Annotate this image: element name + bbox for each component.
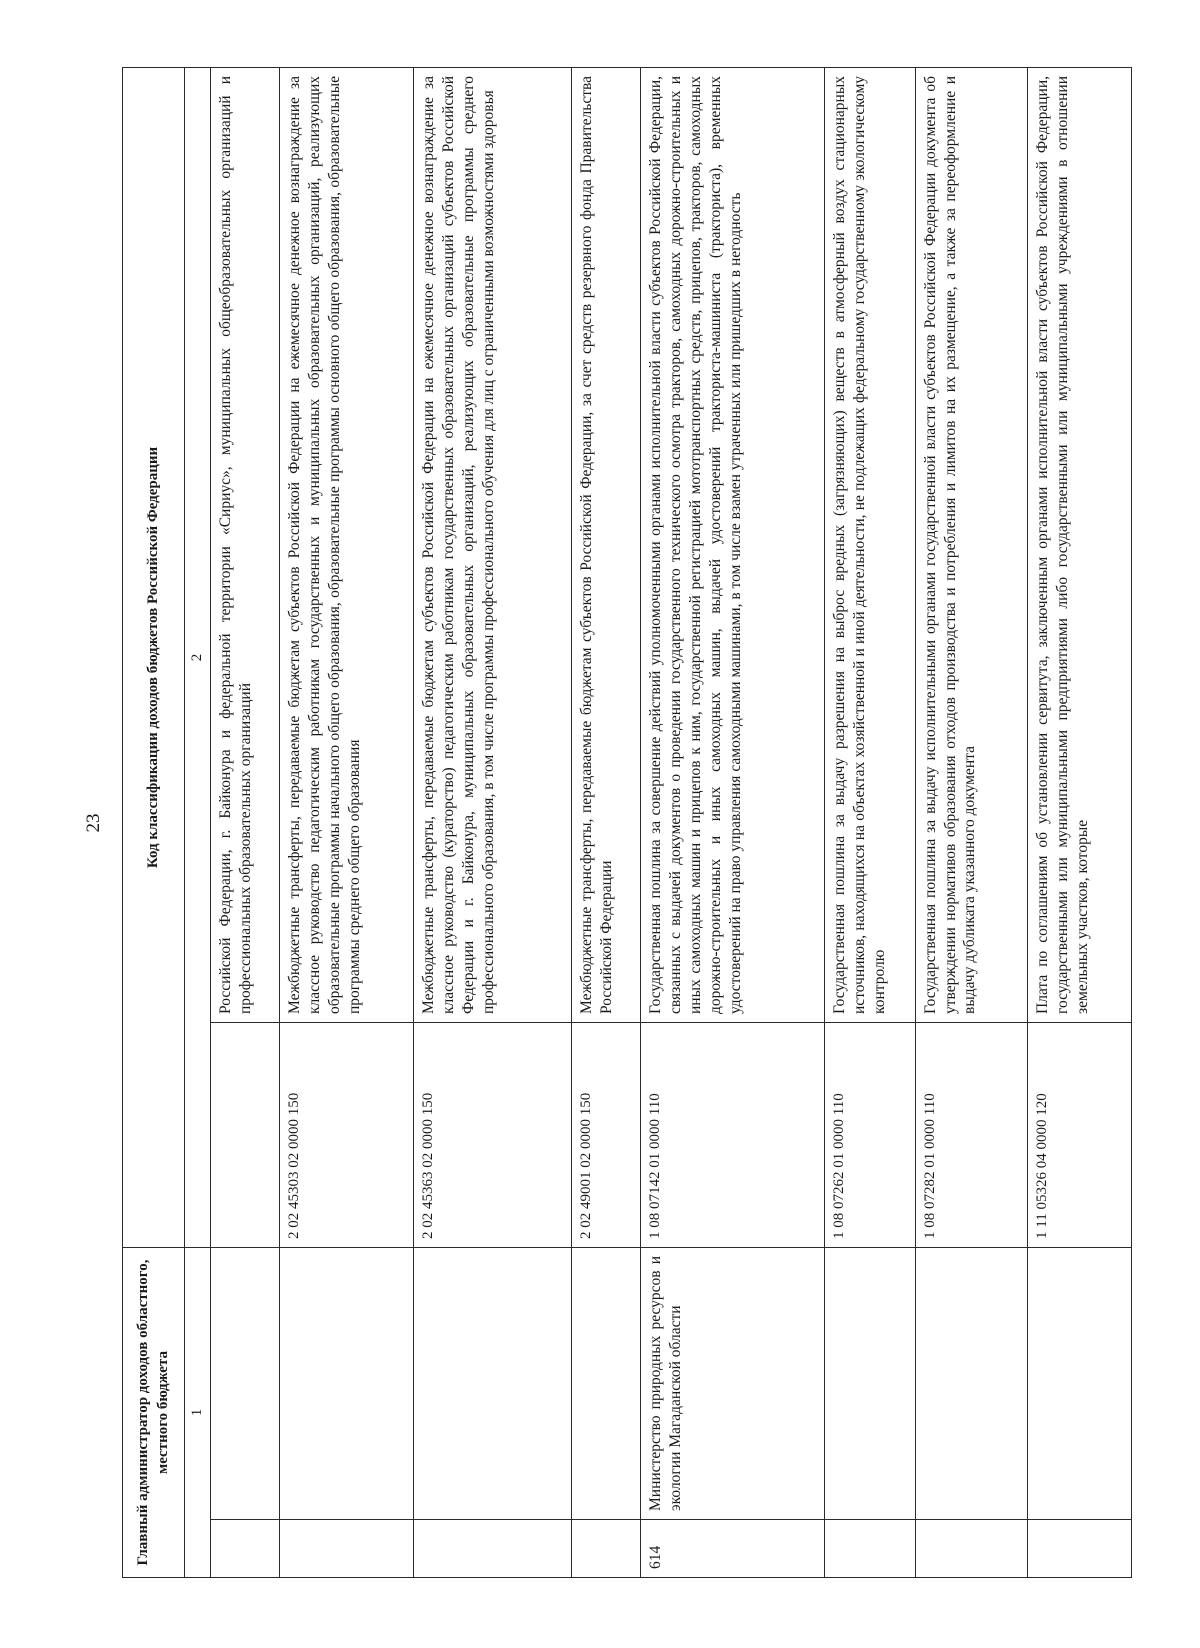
description-cell: Государственная пошлина за выдачу разрешения на выброс вредных (загрязняющих) веществ в атмосферный воздух стационарных источников, находящихся на объектах хозяйственной и иной деятельности, не подлежащих федеральному государственному экологическому контролю: [825, 67, 916, 1022]
admin-name-cell: [211, 1247, 280, 1519]
classification-code-cell: 2 02 45363 02 0000 150: [414, 1022, 572, 1247]
description-cell: Государственная пошлина за выдачу исполнительными органами государственной власти субъектов Российской Федерации документа об утверждении нормативов образования отходов производства и потребления и лимитов на их размещение, а также за переоформление и выдачу дубликата указанного документа: [915, 67, 1027, 1022]
admin-column-header: Главный администратор доходов областного, местного бюджета: [123, 1247, 185, 1577]
description-cell: Российской Федерации, г. Байконура и федеральной территории «Сириус», муниципальных общеобразовательных организаций и профессиональных образовательных организаций: [211, 67, 280, 1022]
table-row: [572, 67, 641, 1577]
description-cell: Плата по соглашениям об установлении сервитута, заключенным органами исполнительной власти субъектов Российской Федерации, государственными или муниципальными предприятиями либо государственными или муниципальными учреждениями в отношении земельных участков, которые: [1028, 67, 1132, 1022]
table-row: [414, 67, 572, 1577]
rotated-page-content: [122, 68, 1132, 1578]
admin-code-cell: [572, 1520, 641, 1578]
classification-code-cell: 2 02 49001 02 0000 150: [572, 1022, 641, 1247]
admin-name-cell: Министерство природных ресурсов и экологии Магаданской области: [641, 1247, 825, 1519]
admin-code-cell: [1028, 1520, 1132, 1578]
admin-code-cell: [915, 1520, 1027, 1578]
admin-name-cell: [572, 1247, 641, 1519]
code-column-header: Код классификации доходов бюджетов Российской Федерации: [123, 67, 185, 1247]
admin-code-cell: [414, 1520, 572, 1578]
revenue-classification-table: [122, 67, 1132, 1578]
description-cell: Межбюджетные трансферты, передаваемые бюджетам субъектов Российской Федерации на ежемесячное денежное вознаграждение за классное руководство педагогическим работникам государственных и муниципальных образовательных организаций, реализующих образовательные программы начального общего образования, образовательные программы основного общего образования, образовательные программы среднего общего образования: [280, 67, 414, 1022]
table-row: [825, 67, 916, 1577]
admin-name-cell: [825, 1247, 916, 1519]
classification-code-cell: [211, 1022, 280, 1247]
column-index-1: 1: [185, 1247, 211, 1577]
table-row: [211, 67, 280, 1577]
admin-name-cell: [915, 1247, 1027, 1519]
classification-code-cell: 1 08 07142 01 0000 110: [641, 1022, 825, 1247]
table-row: [641, 67, 825, 1577]
admin-name-cell: [414, 1247, 572, 1519]
classification-code-cell: 1 08 07262 01 0000 110: [825, 1022, 916, 1247]
admin-code-cell: [280, 1520, 414, 1578]
admin-name-cell: [1028, 1247, 1132, 1519]
table-row: [915, 67, 1027, 1577]
classification-code-cell: 2 02 45303 02 0000 150: [280, 1022, 414, 1247]
table-row: [1028, 67, 1132, 1577]
admin-name-cell: [280, 1247, 414, 1519]
page-number: 23: [83, 813, 104, 833]
description-cell: Государственная пошлина за совершение действий уполномоченными органами исполнительной власти субъектов Российской Федерации, связанных с выдачей документов о проведении государственного технического осмотра тракторов, самоходных дорожно-строительных и иных самоходных машин и прицепов к ним, государственной регистрацией мототранспортных средств, прицепов, тракторов, самоходных дорожно-строительных и иных самоходных машин, выдачей удостоверений тракториста-машиниста (тракториста), временных удостоверений на право управления самоходными машинами, в том числе взамен утраченных или пришедших в негодность: [641, 67, 825, 1022]
column-index-2: 2: [185, 67, 211, 1247]
classification-code-cell: 1 08 07282 01 0000 110: [915, 1022, 1027, 1247]
admin-code-cell: [825, 1520, 916, 1578]
admin-code-cell: 614: [641, 1520, 825, 1578]
description-cell: Межбюджетные трансферты, передаваемые бюджетам субъектов Российской Федерации на ежемесячное денежное вознаграждение за классное руководство (кураторство) педагогическим работникам государственных образовательных организаций субъектов Российской Федерации и г. Байконура, муниципальных образовательных организаций, реализующих образовательные программы среднего профессионального образования, в том числе программы профессионального обучения для лиц с ограниченными возможностями здоровья: [414, 67, 572, 1022]
admin-code-cell: [211, 1520, 280, 1578]
table-row: [280, 67, 414, 1577]
description-cell: Межбюджетные трансферты, передаваемые бюджетам субъектов Российской Федерации, за счет средств резервного фонда Правительства Российской Федерации: [572, 67, 641, 1022]
classification-code-cell: 1 11 05326 04 0000 120: [1028, 1022, 1132, 1247]
